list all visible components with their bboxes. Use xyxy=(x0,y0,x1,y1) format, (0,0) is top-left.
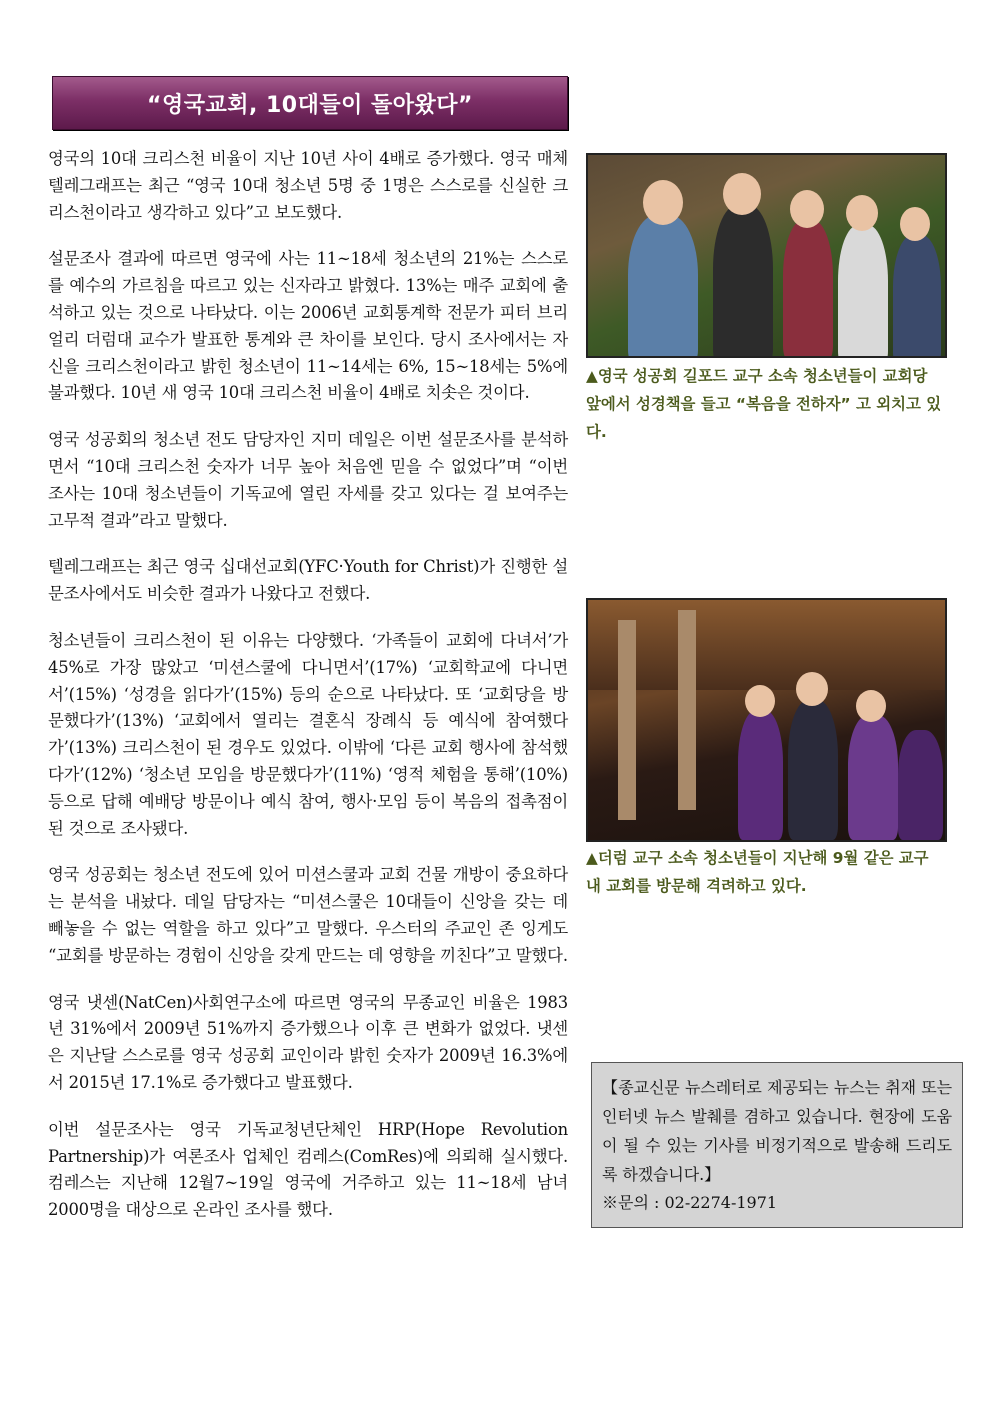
article-title: “영국교회, 10대들이 돌아왔다” xyxy=(147,92,473,118)
notice-contact: ※문의 : 02-2274-1971 xyxy=(602,1193,778,1212)
article-title-banner xyxy=(52,76,568,130)
photo-youth-in-church xyxy=(586,598,947,842)
photo1-caption: ▲영국 성공회 길포드 교구 소속 청소년들이 교회당 앞에서 성경책을 들고 “복음을 전하자” 고 외치고 있다. xyxy=(586,367,942,441)
paragraph-1: 영국의 10대 크리스천 비율이 지난 10년 사이 4배로 증가했다. 영국 매체 텔레그래프는 최근 “영국 10대 청소년 5명 중 1명은 스스로를 신실한 크리스천이라고 생각하고 있다”고 보도했다. xyxy=(48,149,568,222)
paragraph-5: 청소년들이 크리스천이 된 이유는 다양했다. ‘가족들이 교회에 다녀서’가 45%로 가장 많았고 ‘미션스쿨에 다니면서’(17%) ‘교회학교에 다니면서’(15%) ‘성경을 읽다가’(15%) 등의 순으로 나타났다. 또 ‘교회당을 방문했다가’(13%) ‘교회에서 열리는 결혼식 장례식 등 예식에 참여했다가’(13%) 크리스천이 된 경우도 있었다. 이밖에 ‘다른 교회 행사에 참석했다가’(12%) ‘청소년 모임을 방문했다가’(11%) ‘영적 체험을 통해’(10%) 등으로 답해 예배당 방문이나 예식 참여, 행사·모임 등이 복음의 접촉점이 된 것으로 조사됐다. xyxy=(48,630,568,838)
photo-youth-with-bibles xyxy=(586,153,947,358)
paragraph-7: 영국 냇센(NatCen)사회연구소에 따르면 영국의 무종교인 비율은 1983년 31%에서 2009년 51%까지 증가했으나 이후 큰 변화가 없었다. 냇센은 지난달 스스로를 영국 성공회 교인이라 밝힌 숫자가 2009년 16.3%에서 2015년 17.1%로 증가했다고 발표했다. xyxy=(48,992,568,1092)
paragraph-2: 설문조사 결과에 따르면 영국에 사는 11∼18세 청소년의 21%는 스스로를 예수의 가르침을 따르고 있는 신자라고 밝혔다. 13%는 매주 교회에 출석하고 있는 것으로 나타났다. 이는 2006년 교회통계학 전문가 피터 브리얼리 더럼대 교수가 발표한 통계와 큰 차이를 보인다. 당시 조사에서는 자신을 크리스천이라고 밝힌 청소년이 11∼14세는 6%, 15∼18세는 5%에 불과했다. 10년 새 영국 10대 크리스천 비율이 4배로 치솟은 것이다. xyxy=(48,249,568,403)
photo2-caption: ▲더럼 교구 소속 청소년들이 지난해 9월 같은 교구 내 교회를 방문해 격려하고 있다. xyxy=(586,849,929,895)
paragraph-3: 영국 성공회의 청소년 전도 담당자인 지미 데일은 이번 설문조사를 분석하면서 “10대 크리스천 숫자가 너무 높아 처음엔 믿을 수 없었다”며 “이번 조사는 10대 청소년들이 기독교에 열린 자세를 갖고 있다는 걸 보여주는 고무적 결과”라고 말했다. xyxy=(48,430,568,530)
notice-text: 【종교신문 뉴스레터로 제공되는 뉴스는 취재 또는 인터넷 뉴스 발췌를 겸하고 있습니다. 현장에 도움이 될 수 있는 기사를 비정기적으로 발송해 드리도록 하겠습니다.】 xyxy=(602,1078,952,1184)
paragraph-6: 영국 성공회는 청소년 전도에 있어 미션스쿨과 교회 건물 개방이 중요하다는 분석을 내놨다. 데일 담당자는 “미션스쿨은 10대들이 신앙을 갖는 데 빼놓을 수 없는 역할을 하고 있다”고 말했다. 우스터의 주교인 존 잉게도 “교회를 방문하는 경험이 신앙을 갖게 만드는 데 영향을 끼친다”고 말했다. xyxy=(48,865,568,965)
newsletter-notice-box xyxy=(591,1062,963,1228)
paragraph-4: 텔레그래프는 최근 영국 십대선교회(YFC·Youth for Christ)가 진행한 설문조사에서도 비슷한 결과가 나왔다고 전했다. xyxy=(48,557,568,604)
paragraph-8: 이번 설문조사는 영국 기독교청년단체인 HRP(Hope Revolution Partnership)가 여론조사 업체인 컴레스(ComRes)에 의뢰해 실시했다. 컴레스는 지난해 12월7∼19일 영국에 거주하고 있는 11∼18세 남녀 2000명을 대상으로 온라인 조사를 했다. xyxy=(48,1119,568,1220)
article-body xyxy=(48,146,568,1244)
